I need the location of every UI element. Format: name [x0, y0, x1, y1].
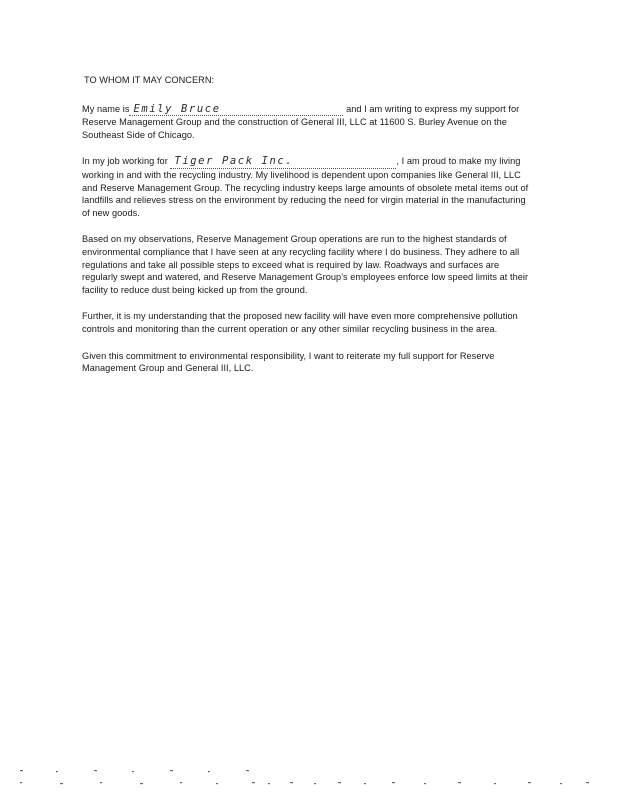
intro-lead-text: My name is — [82, 103, 130, 114]
paragraph-closing: Given this commitment to environmental responsibility, I want to reiterate my full support for Reserve Management Group and General III, LLC. — [82, 350, 495, 374]
intro-body-text: and I am writing to express my support for Reserve Management Group and the construction of General III, LLC at 11600 S. Burley Avenue on the Southeast Side of Chicago. — [82, 103, 520, 140]
name-field[interactable] — [129, 103, 343, 117]
paragraph-employment — [82, 155, 530, 219]
handwritten-name: Emily Bruce — [133, 102, 221, 115]
salutation: TO WHOM IT MAY CONCERN: — [84, 75, 215, 85]
employment-body-text: , I am proud to make my living working in and with the recycling industry. My livelihood is dependent upon companies like General III, LLC and Reserve Management Group. The recycling industry keeps large amounts of obsolete metal items out of landfills and relieves stress on the environment by reducing the need for virgin material in the manufacturing of new goods. — [82, 156, 529, 218]
employment-lead-text: In my job working for — [82, 156, 168, 167]
letter-body — [82, 74, 530, 389]
paragraph-understanding: Further, it is my understanding that the proposed new facility will have even more comprehensive pollution controls and monitoring than the current operation or any other similar recycling business in the area. — [82, 311, 518, 334]
employer-field[interactable] — [170, 155, 396, 169]
handwritten-employer: Tiger Pack Inc. — [174, 155, 294, 168]
paragraph-intro — [82, 103, 530, 142]
paragraph-observations: Based on my observations, Reserve Management Group operations are run to the highest standards of environmental compliance that I have seen at any recycling facility where I do business. They adhere to all regulations and take all possible steps to exceed what is required by law. Roadways and surfaces are regularly swept and watered, and Reserve Management Group's employees enforce low speed limits at their facility to reduce dust being kicked up from the ground. — [82, 234, 529, 295]
scan-noise-marks — [20, 768, 600, 788]
